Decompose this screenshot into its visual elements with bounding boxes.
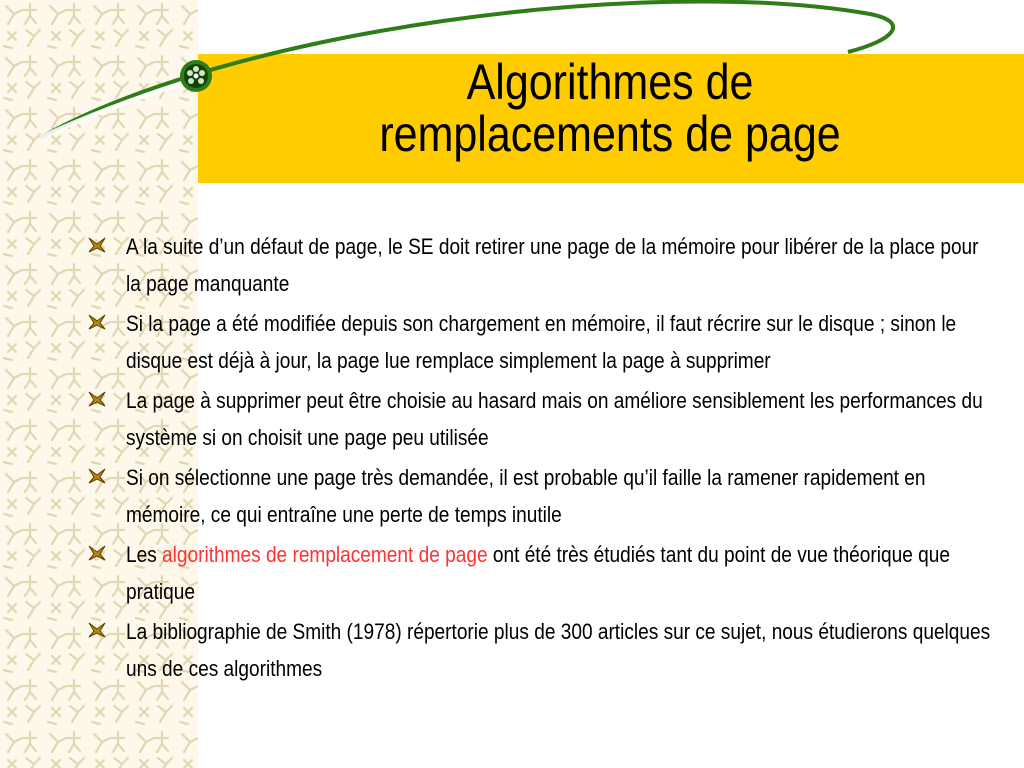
star-burst-bullet-icon: [86, 313, 108, 331]
bullet-item: [86, 613, 1016, 687]
highlighted-term: algorithmes de remplacement de page: [162, 542, 488, 567]
bullet-text: A la suite d’un défaut de page, le SE doit retirer une page de la mémoire pour libérer de la place pour la page manquante: [126, 234, 979, 296]
bullet-text-before: Les: [126, 542, 163, 567]
bullet-text-after: ont été très étudiés tant du point de vue théorique que pratique: [126, 542, 950, 604]
star-burst-bullet-icon: [86, 544, 108, 562]
slide-title-line-2: remplacements de page: [379, 106, 841, 162]
star-burst-bullet-icon: [86, 390, 108, 408]
bullet-item: [86, 536, 1016, 610]
star-burst-bullet-icon: [86, 467, 108, 485]
star-burst-bullet-icon: [86, 236, 108, 254]
bullet-text: La page à supprimer peut être choisie au hasard mais on améliore sensiblement les performances du système si on choisit une page peu utilisée: [126, 388, 983, 450]
slide-title: [343, 56, 876, 160]
bullet-text: La bibliographie de Smith (1978) répertorie plus de 300 articles sur ce sujet, nous étudierons quelques uns de ces algorithmes: [126, 619, 991, 681]
bullet-text: [126, 536, 993, 610]
star-burst-bullet-icon: [86, 621, 108, 639]
bullet-list: [86, 228, 1016, 690]
bullet-item: [86, 305, 1016, 379]
bullet-item: [86, 459, 1016, 533]
bullet-item: [86, 382, 1016, 456]
bullet-text: Si on sélectionne une page très demandée, il est probable qu’il faille la ramener rapidement en mémoire, ce qui entraîne une perte de temps inutile: [126, 465, 926, 527]
bullet-item: [86, 228, 1016, 302]
bullet-text: Si la page a été modifiée depuis son chargement en mémoire, il faut récrire sur le disque ; sinon le disque est déjà à jour, la page lue remplace simplement la page à supprimer: [126, 311, 957, 373]
slide-title-line-1: Algorithmes de: [466, 54, 754, 110]
